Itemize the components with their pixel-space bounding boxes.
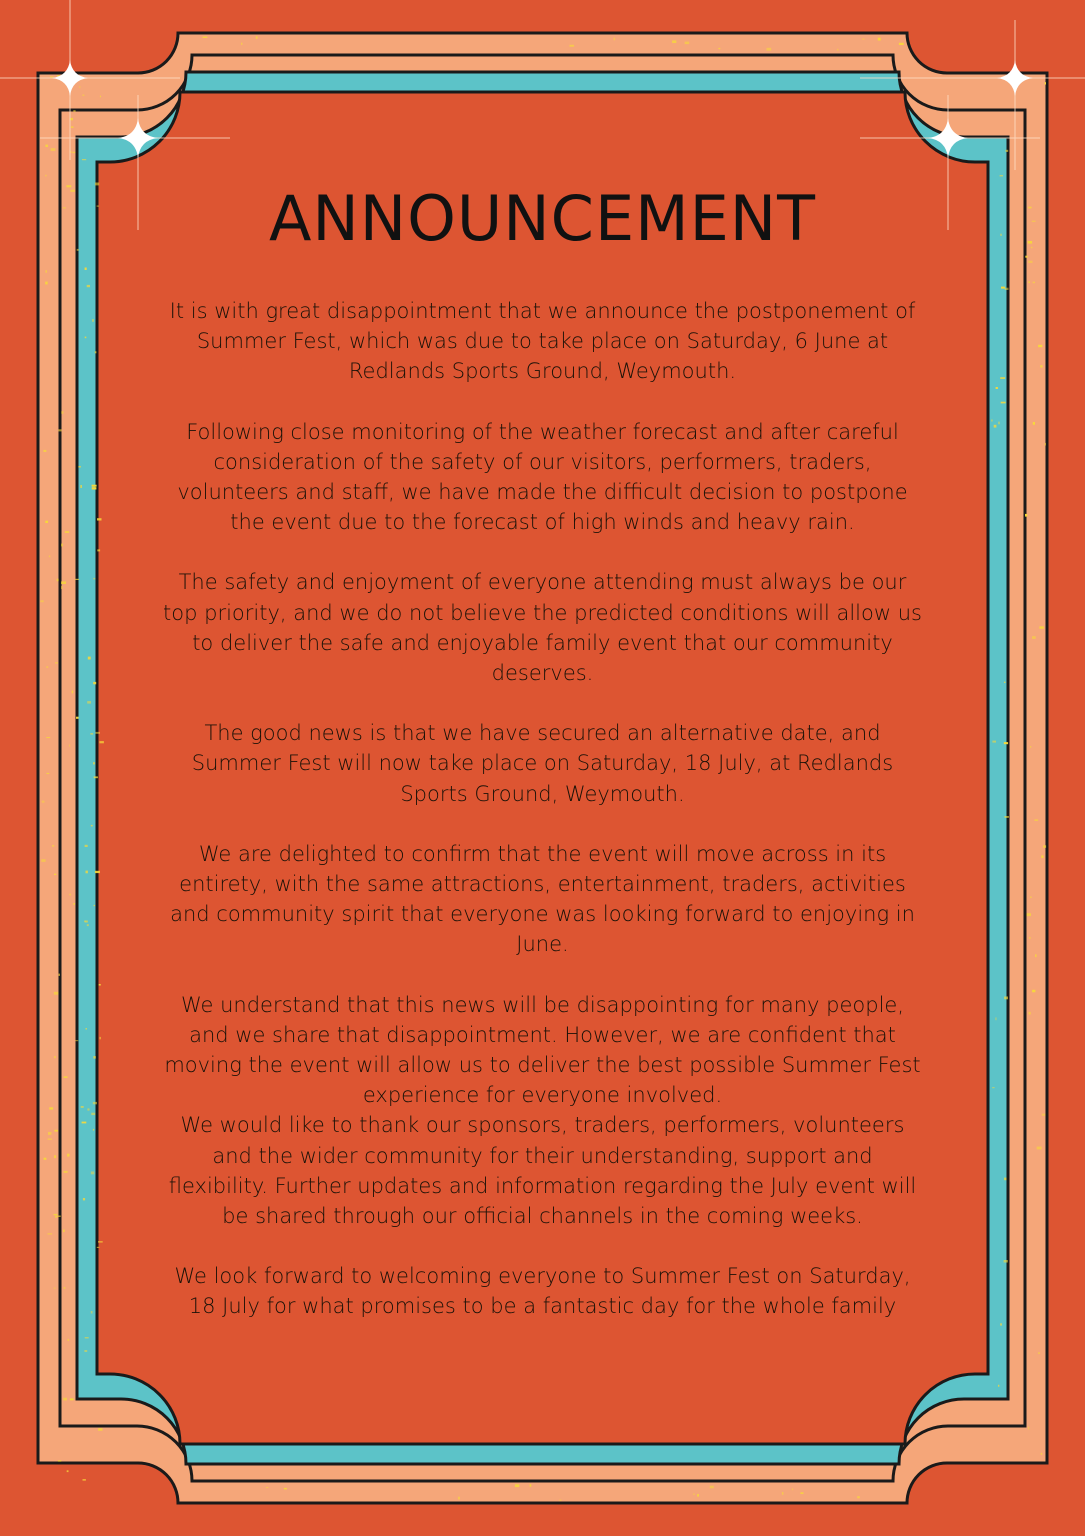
- speckle: [54, 1155, 56, 1158]
- speckle: [69, 894, 71, 896]
- speckle: [97, 518, 102, 520]
- speckle: [80, 485, 82, 488]
- speckle: [87, 701, 91, 704]
- speckle: [45, 521, 48, 523]
- speckle: [87, 285, 90, 287]
- speckle: [91, 1172, 94, 1175]
- paragraph-weather: Following close monitoring of the weather forecast and after careful consideration of the safety of our visitors, performers, traders, volunteers and staff, we have made the difficult decision to postpone the event due to the forecast of high winds and heavy rain.: [177, 419, 908, 535]
- speckle: [685, 42, 690, 45]
- speckle: [52, 845, 54, 846]
- speckle: [1030, 746, 1031, 747]
- speckle: [54, 874, 56, 875]
- speckle: [530, 1484, 532, 1487]
- speckle: [42, 801, 45, 803]
- speckle: [1041, 855, 1043, 858]
- speckle: [862, 38, 864, 39]
- speckle: [47, 773, 50, 774]
- speckle: [515, 1484, 519, 1487]
- speckle: [1038, 1352, 1039, 1353]
- speckle: [88, 657, 91, 660]
- speckle: [81, 1106, 84, 1108]
- speckle: [994, 425, 997, 428]
- speckle: [767, 48, 772, 51]
- speckle: [95, 351, 97, 353]
- speckle: [899, 43, 904, 45]
- speckle: [92, 485, 97, 487]
- speckle: [1032, 990, 1035, 993]
- speckle: [1001, 287, 1005, 289]
- paragraph-confirmation: We are delighted to confirm that the event will move across in its entirety, with the same attractions, entertainment, traders, activities and community spirit that everyone was looking forward to enjoying in June.: [170, 841, 915, 957]
- speckle: [48, 1233, 53, 1235]
- speckle: [614, 38, 615, 41]
- speckle: [86, 1028, 88, 1029]
- speckle: [93, 1129, 94, 1131]
- paragraph-disappointment: We understand that this news will be disappointing for many people, and we share that disappointment. However, we are confident that moving the event will allow us to deliver the best possible Summer Fest experience for everyone involved.: [164, 992, 921, 1108]
- speckle: [55, 662, 58, 664]
- speckle: [79, 86, 80, 87]
- speckle: [49, 1107, 53, 1109]
- speckle: [203, 37, 208, 39]
- speckle: [43, 450, 46, 452]
- speckle: [697, 1494, 699, 1497]
- speckle: [46, 270, 47, 273]
- speckle: [44, 1158, 47, 1160]
- speckle: [1005, 816, 1009, 818]
- speckle: [78, 466, 80, 467]
- speckle: [54, 1288, 56, 1289]
- speckle: [91, 825, 93, 827]
- speckle: [1039, 626, 1044, 629]
- speckle: [1029, 937, 1031, 939]
- speckle: [46, 666, 48, 668]
- speckle: [51, 148, 56, 151]
- speckle: [1028, 261, 1032, 263]
- speckle: [95, 871, 100, 873]
- speckle: [1033, 422, 1035, 425]
- speckle: [93, 682, 96, 684]
- speckle: [1001, 402, 1006, 404]
- paragraph-closing: We look forward to welcoming everyone to Summer Fest on Saturday, 18 July for what promises to be a fantastic day for the whole family: [174, 1264, 911, 1319]
- speckle: [256, 36, 258, 39]
- speckle: [1004, 682, 1005, 683]
- speckle: [40, 600, 43, 602]
- speckle: [54, 1214, 58, 1215]
- speckle: [61, 544, 63, 547]
- speckle: [86, 871, 88, 874]
- speckle: [93, 762, 95, 764]
- speckle: [87, 1108, 89, 1110]
- speckle: [241, 43, 242, 45]
- speckle: [1006, 150, 1009, 152]
- speckle: [58, 1460, 61, 1461]
- speckle: [85, 845, 88, 847]
- speckle: [93, 578, 95, 580]
- speckle: [70, 1398, 74, 1400]
- speckle: [672, 40, 676, 43]
- speckle: [99, 1037, 101, 1039]
- speckle: [68, 1339, 69, 1341]
- speckle: [992, 1087, 994, 1088]
- speckle: [93, 319, 94, 322]
- speckle: [54, 1130, 58, 1132]
- speckle: [67, 1154, 69, 1157]
- paragraph-thanks: We would like to thank our sponsors, traders, performers, volunteers and the wider community for their understanding, support and flexibility. Further updates and information regarding the July event will be shared through our official channels in the coming weeks.: [168, 1113, 917, 1229]
- speckle: [996, 387, 998, 389]
- speckle: [73, 110, 75, 112]
- speckle: [98, 1428, 102, 1431]
- speckle: [83, 1479, 86, 1481]
- speckle: [93, 1102, 97, 1104]
- speckle: [991, 420, 993, 422]
- speckle: [72, 691, 74, 694]
- speckle: [48, 1139, 52, 1140]
- speckle: [64, 1287, 66, 1289]
- speckle: [85, 337, 87, 339]
- speckle: [710, 1486, 714, 1489]
- speckle: [1037, 1147, 1042, 1150]
- speckle: [1029, 1012, 1031, 1015]
- speckle: [99, 984, 101, 986]
- speckle: [100, 96, 101, 98]
- speckle: [71, 126, 74, 127]
- speckle: [48, 1132, 51, 1135]
- speckle: [64, 1076, 68, 1078]
- speckle: [992, 741, 996, 743]
- speckle: [998, 1385, 999, 1387]
- speckle: [1004, 1260, 1008, 1263]
- speckle: [87, 924, 89, 926]
- speckle: [84, 921, 86, 922]
- speckle: [284, 1488, 287, 1490]
- speckle: [98, 1241, 103, 1243]
- speckle: [1000, 1323, 1001, 1325]
- speckle: [91, 1311, 93, 1314]
- speckle: [61, 586, 62, 589]
- speckle: [995, 1017, 996, 1020]
- speckle: [266, 1487, 268, 1488]
- speckle: [1035, 954, 1037, 957]
- speckle: [63, 1230, 65, 1233]
- page-title: ANNOUNCEMENT: [268, 182, 817, 255]
- speckle: [782, 1492, 784, 1495]
- speckle: [1000, 377, 1005, 379]
- speckle: [1038, 345, 1042, 347]
- speckle: [82, 95, 84, 96]
- speckle: [97, 1247, 100, 1248]
- speckle: [63, 1398, 67, 1401]
- speckle: [1033, 282, 1035, 284]
- speckle: [75, 1040, 78, 1041]
- speckle: [792, 1489, 793, 1491]
- speckle: [49, 556, 51, 558]
- speckle: [91, 1113, 95, 1115]
- speckle: [1027, 913, 1031, 916]
- speckle: [1004, 997, 1008, 1000]
- speckle: [90, 733, 93, 735]
- speckle: [54, 1056, 56, 1058]
- speckle: [41, 859, 45, 862]
- speckle: [75, 579, 79, 580]
- speckle: [50, 76, 54, 77]
- speckle: [83, 1198, 85, 1200]
- speckle: [59, 974, 60, 976]
- speckle: [1030, 897, 1031, 899]
- speckle: [64, 1171, 68, 1173]
- speckle: [1040, 365, 1042, 367]
- speckle: [1034, 820, 1038, 821]
- speckle: [85, 1337, 89, 1338]
- speckle: [76, 717, 79, 719]
- speckle: [99, 741, 104, 743]
- speckle: [1000, 175, 1003, 176]
- paragraph-postponement: It is with great disappointment that we announce the postponement of Summer Fest, which was due to take place on Saturday, 6 June at Redlands Sports Ground, Weymouth.: [169, 299, 916, 384]
- speckle: [94, 905, 95, 906]
- speckle: [1045, 443, 1046, 446]
- speckle: [1004, 1178, 1007, 1181]
- speckle: [837, 49, 838, 51]
- speckle: [718, 48, 720, 49]
- speckle: [82, 1122, 87, 1124]
- speckle: [65, 531, 69, 533]
- speckle: [1005, 288, 1009, 290]
- speckle: [61, 581, 66, 584]
- speckle: [67, 1470, 69, 1472]
- speckle: [72, 152, 75, 153]
- speckle: [800, 1492, 803, 1493]
- speckle: [458, 1497, 460, 1500]
- speckle: [57, 1216, 61, 1217]
- speckle: [1043, 845, 1046, 848]
- speckle: [45, 145, 48, 147]
- speckle: [1032, 636, 1036, 639]
- speckle: [693, 1493, 694, 1495]
- speckle: [1045, 82, 1046, 84]
- speckle: [1004, 742, 1008, 744]
- speckle: [570, 45, 575, 47]
- speckle: [878, 38, 881, 41]
- speckle: [45, 175, 47, 177]
- speckle: [94, 776, 98, 778]
- speckle: [92, 487, 97, 489]
- announcement-body: [160, 296, 925, 1322]
- speckle: [559, 1500, 561, 1501]
- speckle: [73, 903, 75, 905]
- speckle: [1042, 1114, 1046, 1116]
- speckle: [57, 579, 59, 582]
- speckle: [93, 1056, 95, 1059]
- speckle: [69, 745, 70, 747]
- speckle: [46, 737, 50, 738]
- speckle: [96, 732, 101, 734]
- speckle: [1028, 1427, 1029, 1430]
- speckle: [1025, 256, 1027, 258]
- speckle: [82, 159, 86, 160]
- speckle: [1025, 514, 1027, 517]
- speckle: [998, 422, 999, 425]
- speckle: [59, 429, 62, 431]
- speckle: [1028, 281, 1030, 283]
- speckle: [85, 268, 87, 271]
- speckle: [61, 411, 63, 414]
- speckle: [97, 549, 100, 551]
- paragraph-new-date: The good news is that we have secured an alternative date, and Summer Fest will now take place on Saturday, 18 July, at Redlands Sports Ground, Weymouth.: [191, 721, 894, 806]
- speckle: [1041, 1453, 1043, 1455]
- paragraph-safety: The safety and enjoyment of everyone attending must always be our top priority, and we do not believe the predicted conditions will allow us to deliver the safe and enjoyable family event that our community deserves.: [163, 570, 922, 686]
- speckle: [55, 1216, 57, 1218]
- speckle: [857, 1496, 860, 1498]
- speckle: [84, 1350, 87, 1351]
- speckle: [45, 282, 48, 285]
- speckle: [54, 992, 59, 995]
